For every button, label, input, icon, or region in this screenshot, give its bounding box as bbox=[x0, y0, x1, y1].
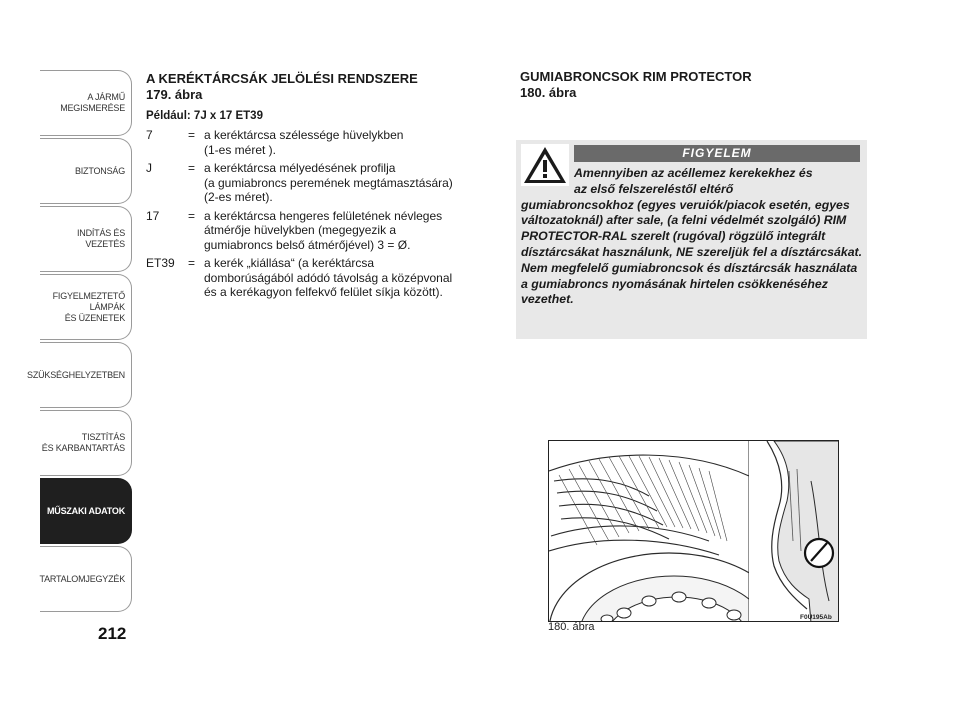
rim-marking-section bbox=[146, 71, 506, 304]
definitions-list bbox=[146, 128, 506, 300]
page-number: 212 bbox=[98, 624, 127, 643]
definition-key: J bbox=[146, 161, 152, 175]
definition-text bbox=[204, 209, 506, 253]
definition-line1: a keréktárcsa szélessége hüvelykben bbox=[204, 128, 404, 142]
section-title: A KERÉKTÁRCSÁK JELÖLÉSI RENDSZERE bbox=[146, 71, 418, 86]
warning-first-lines: Amennyiben az acéllemez kerekekhez és az első felszereléstől eltérő bbox=[574, 166, 813, 196]
definition-line2: (1-es méret ). bbox=[204, 142, 277, 157]
warning-body: gumiabroncsokhoz (egyes veruiók/piacok esetén, egyes változatoknál) after sale, (a felni védelmét szolgáló) RIM PROTECTOR-RAL szerelt (rugóval) rögzülő integrált dísztárcsákat használunk, NE szereljük fel a dísztárcsákat. Nem megfelelő gumiabroncsok és dísztárcsák használata a gumiabroncs nyomásának hirtelen csökkenéséhez vezethet. bbox=[521, 197, 863, 307]
tab-warning-lights[interactable]: FIGYELMEZTETŐ LÁMPÁK ÉS ÜZENETEK bbox=[40, 274, 132, 340]
section-figure-ref: 180. ábra bbox=[520, 85, 577, 100]
tab-cleaning-maintenance[interactable]: TISZTÍTÁS ÉS KARBANTARTÁS bbox=[40, 410, 132, 476]
definition-item bbox=[146, 256, 506, 300]
definition-key: 7 bbox=[146, 128, 153, 142]
definition-equals: = bbox=[188, 208, 196, 223]
tab-vehicle-overview[interactable]: A JÁRMŰ MEGISMERÉSE bbox=[40, 70, 132, 136]
tab-safety[interactable]: BIZTONSÁG bbox=[40, 138, 132, 204]
definition-line2: (a gumiabroncs peremének megtámasztására) (2-es méret). bbox=[204, 175, 453, 204]
definition-line1: a keréktárcsa hengeres felületének névleges bbox=[204, 208, 443, 223]
definition-item bbox=[146, 128, 506, 157]
warning-header: FIGYELEM bbox=[574, 145, 860, 162]
tab-starting-driving[interactable]: INDÍTÁS ÉS VEZETÉS bbox=[40, 206, 132, 272]
definition-text bbox=[204, 161, 506, 205]
definition-equals: = bbox=[188, 256, 196, 270]
definition-text bbox=[204, 128, 506, 157]
rim-protector-section bbox=[520, 69, 865, 100]
definition-line2: átmérője hüvelykben (megegyezik a gumiabroncs belső átmérőjével) 3 = Ø. bbox=[204, 223, 411, 252]
definition-line1: a kerék „kiállása“ (a keréktárcsa bbox=[204, 256, 375, 270]
definition-equals: = bbox=[188, 161, 196, 175]
warning-text bbox=[521, 166, 863, 308]
tab-emergency[interactable]: SZÜKSÉGHELYZETBEN bbox=[40, 342, 132, 408]
definition-item bbox=[146, 209, 506, 253]
figure-caption: 180. ábra bbox=[548, 621, 595, 633]
tire-rim-protector-illustration bbox=[548, 440, 839, 622]
section-figure-ref: 179. ábra bbox=[146, 87, 203, 102]
definition-item bbox=[146, 161, 506, 205]
definition-key: 17 bbox=[146, 208, 160, 223]
tab-technical-data[interactable]: MŰSZAKI ADATOK bbox=[40, 478, 132, 544]
definition-equals: = bbox=[188, 128, 196, 142]
tab-index[interactable]: TARTALOMJEGYZÉK bbox=[40, 546, 132, 612]
tire-illustration-svg bbox=[549, 441, 839, 622]
definition-text bbox=[204, 256, 506, 300]
definition-key: ET39 bbox=[146, 256, 175, 270]
example-line: Például: 7J x 17 ET39 bbox=[146, 110, 263, 122]
section-title: GUMIABRONCSOK RIM PROTECTOR bbox=[520, 69, 752, 84]
figure-code: F0U195Ab bbox=[800, 614, 832, 621]
definition-line2: domborúságából adódó távolság a középvonal és a kerékagyon felfekvő felület síkja között). bbox=[204, 270, 453, 299]
definition-line1: a keréktárcsa mélyedésének profilja bbox=[204, 161, 396, 175]
